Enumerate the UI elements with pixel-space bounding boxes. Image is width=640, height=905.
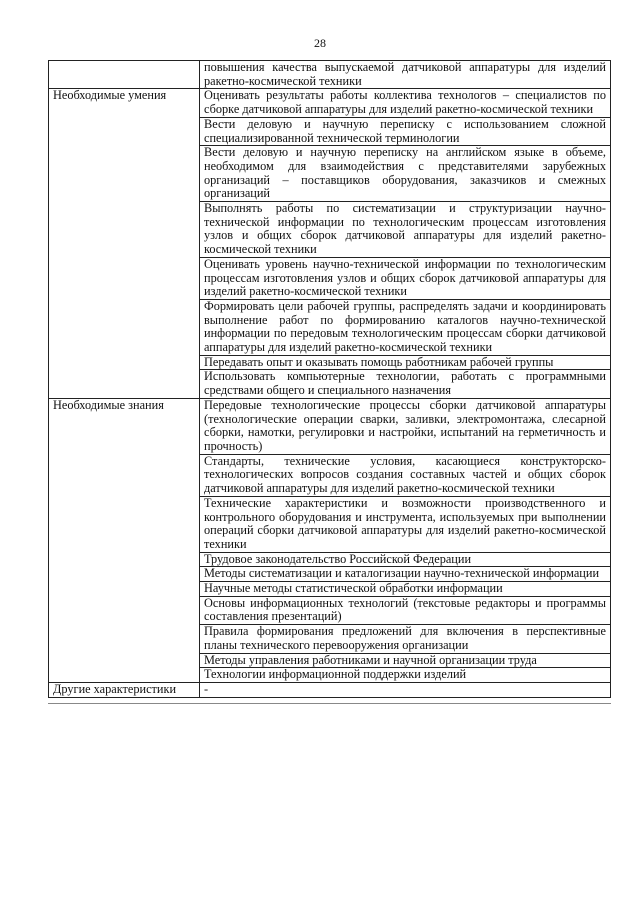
- requirement-cell: Основы информационных технологий (текстовые редакторы и программы составления презентаций): [200, 596, 611, 624]
- requirement-cell: Методы управления работниками и научной организации труда: [200, 653, 611, 668]
- section-label: Необходимые знания: [49, 398, 200, 682]
- page-number: 28: [314, 36, 326, 50]
- section-label: Необходимые умения: [49, 89, 200, 398]
- requirement-cell: Использовать компьютерные технологии, работать с программными средствами общего и специального назначения: [200, 370, 611, 398]
- requirement-cell: Передавать опыт и оказывать помощь работникам рабочей группы: [200, 355, 611, 370]
- table-row: [49, 398, 611, 454]
- section-label: Другие характеристики: [49, 682, 200, 697]
- requirement-cell: Научные методы статистической обработки информации: [200, 582, 611, 597]
- requirement-cell: -: [200, 682, 611, 697]
- section-label: [49, 61, 200, 89]
- requirement-cell: Передовые технологические процессы сборки датчиковой аппаратуры (технологические операции сварки, заливки, электромонтажа, слесарной сборки, намотки, регулировки и настройки, испытаний на герметичность и прочность): [200, 398, 611, 454]
- requirement-cell: Трудовое законодательство Российской Федерации: [200, 552, 611, 567]
- requirement-cell: Выполнять работы по систематизации и структуризации научно-технической информации по технологическим процессам изготовления узлов и общих сборок датчиковой аппаратуры для изделий ракетно-космической техники: [200, 202, 611, 258]
- requirement-cell: Оценивать результаты работы коллектива технологов – специалистов по сборке датчиковой аппаратуры для изделий ракетно-космической техники: [200, 89, 611, 117]
- requirement-cell: Правила формирования предложений для включения в перспективные планы технического перевооружения организации: [200, 625, 611, 653]
- requirement-cell: Методы систематизации и каталогизации научно-технической информации: [200, 567, 611, 582]
- table-row: [49, 89, 611, 117]
- table-row: [49, 682, 611, 697]
- requirement-cell: Вести деловую и научную переписку с использованием сложной специализированной технической терминологии: [200, 117, 611, 145]
- requirement-cell: Технические характеристики и возможности производственного и контрольного оборудования и инструмента, используемых при выполнении операций сборки датчиковой аппаратуры для изделий ракетно-космической техники: [200, 496, 611, 552]
- requirement-cell: Стандарты, технические условия, касающиеся конструкторско-технологических вопросов создания составных частей и общих сборок датчиковой аппаратуры для изделий ракетно-космической техники: [200, 454, 611, 496]
- scan-line-divider: [48, 703, 611, 704]
- requirement-cell: повышения качества выпускаемой датчиковой аппаратуры для изделий ракетно-космической техники: [200, 61, 611, 89]
- table-body: [49, 61, 611, 698]
- requirement-cell: Вести деловую и научную переписку на английском языке в объеме, необходимом для взаимодействия с представителями зарубежных организаций – поставщиков оборудования, заказчиков и смежных организаций: [200, 146, 611, 202]
- requirement-cell: Формировать цели рабочей группы, распределять задачи и координировать выполнение работ по формированию каталогов научно-технической информации по передовым технологическим процессам сборки датчиковой аппаратуры для изделий ракетно-космической техники: [200, 299, 611, 355]
- requirement-cell: Технологии информационной поддержки изделий: [200, 668, 611, 683]
- table-row: [49, 61, 611, 89]
- requirement-cell: Оценивать уровень научно-технической информации по технологическим процессам изготовления узлов и общих сборок датчиковой аппаратуры для изделий ракетно-космической техники: [200, 257, 611, 299]
- characteristics-table: [48, 60, 611, 698]
